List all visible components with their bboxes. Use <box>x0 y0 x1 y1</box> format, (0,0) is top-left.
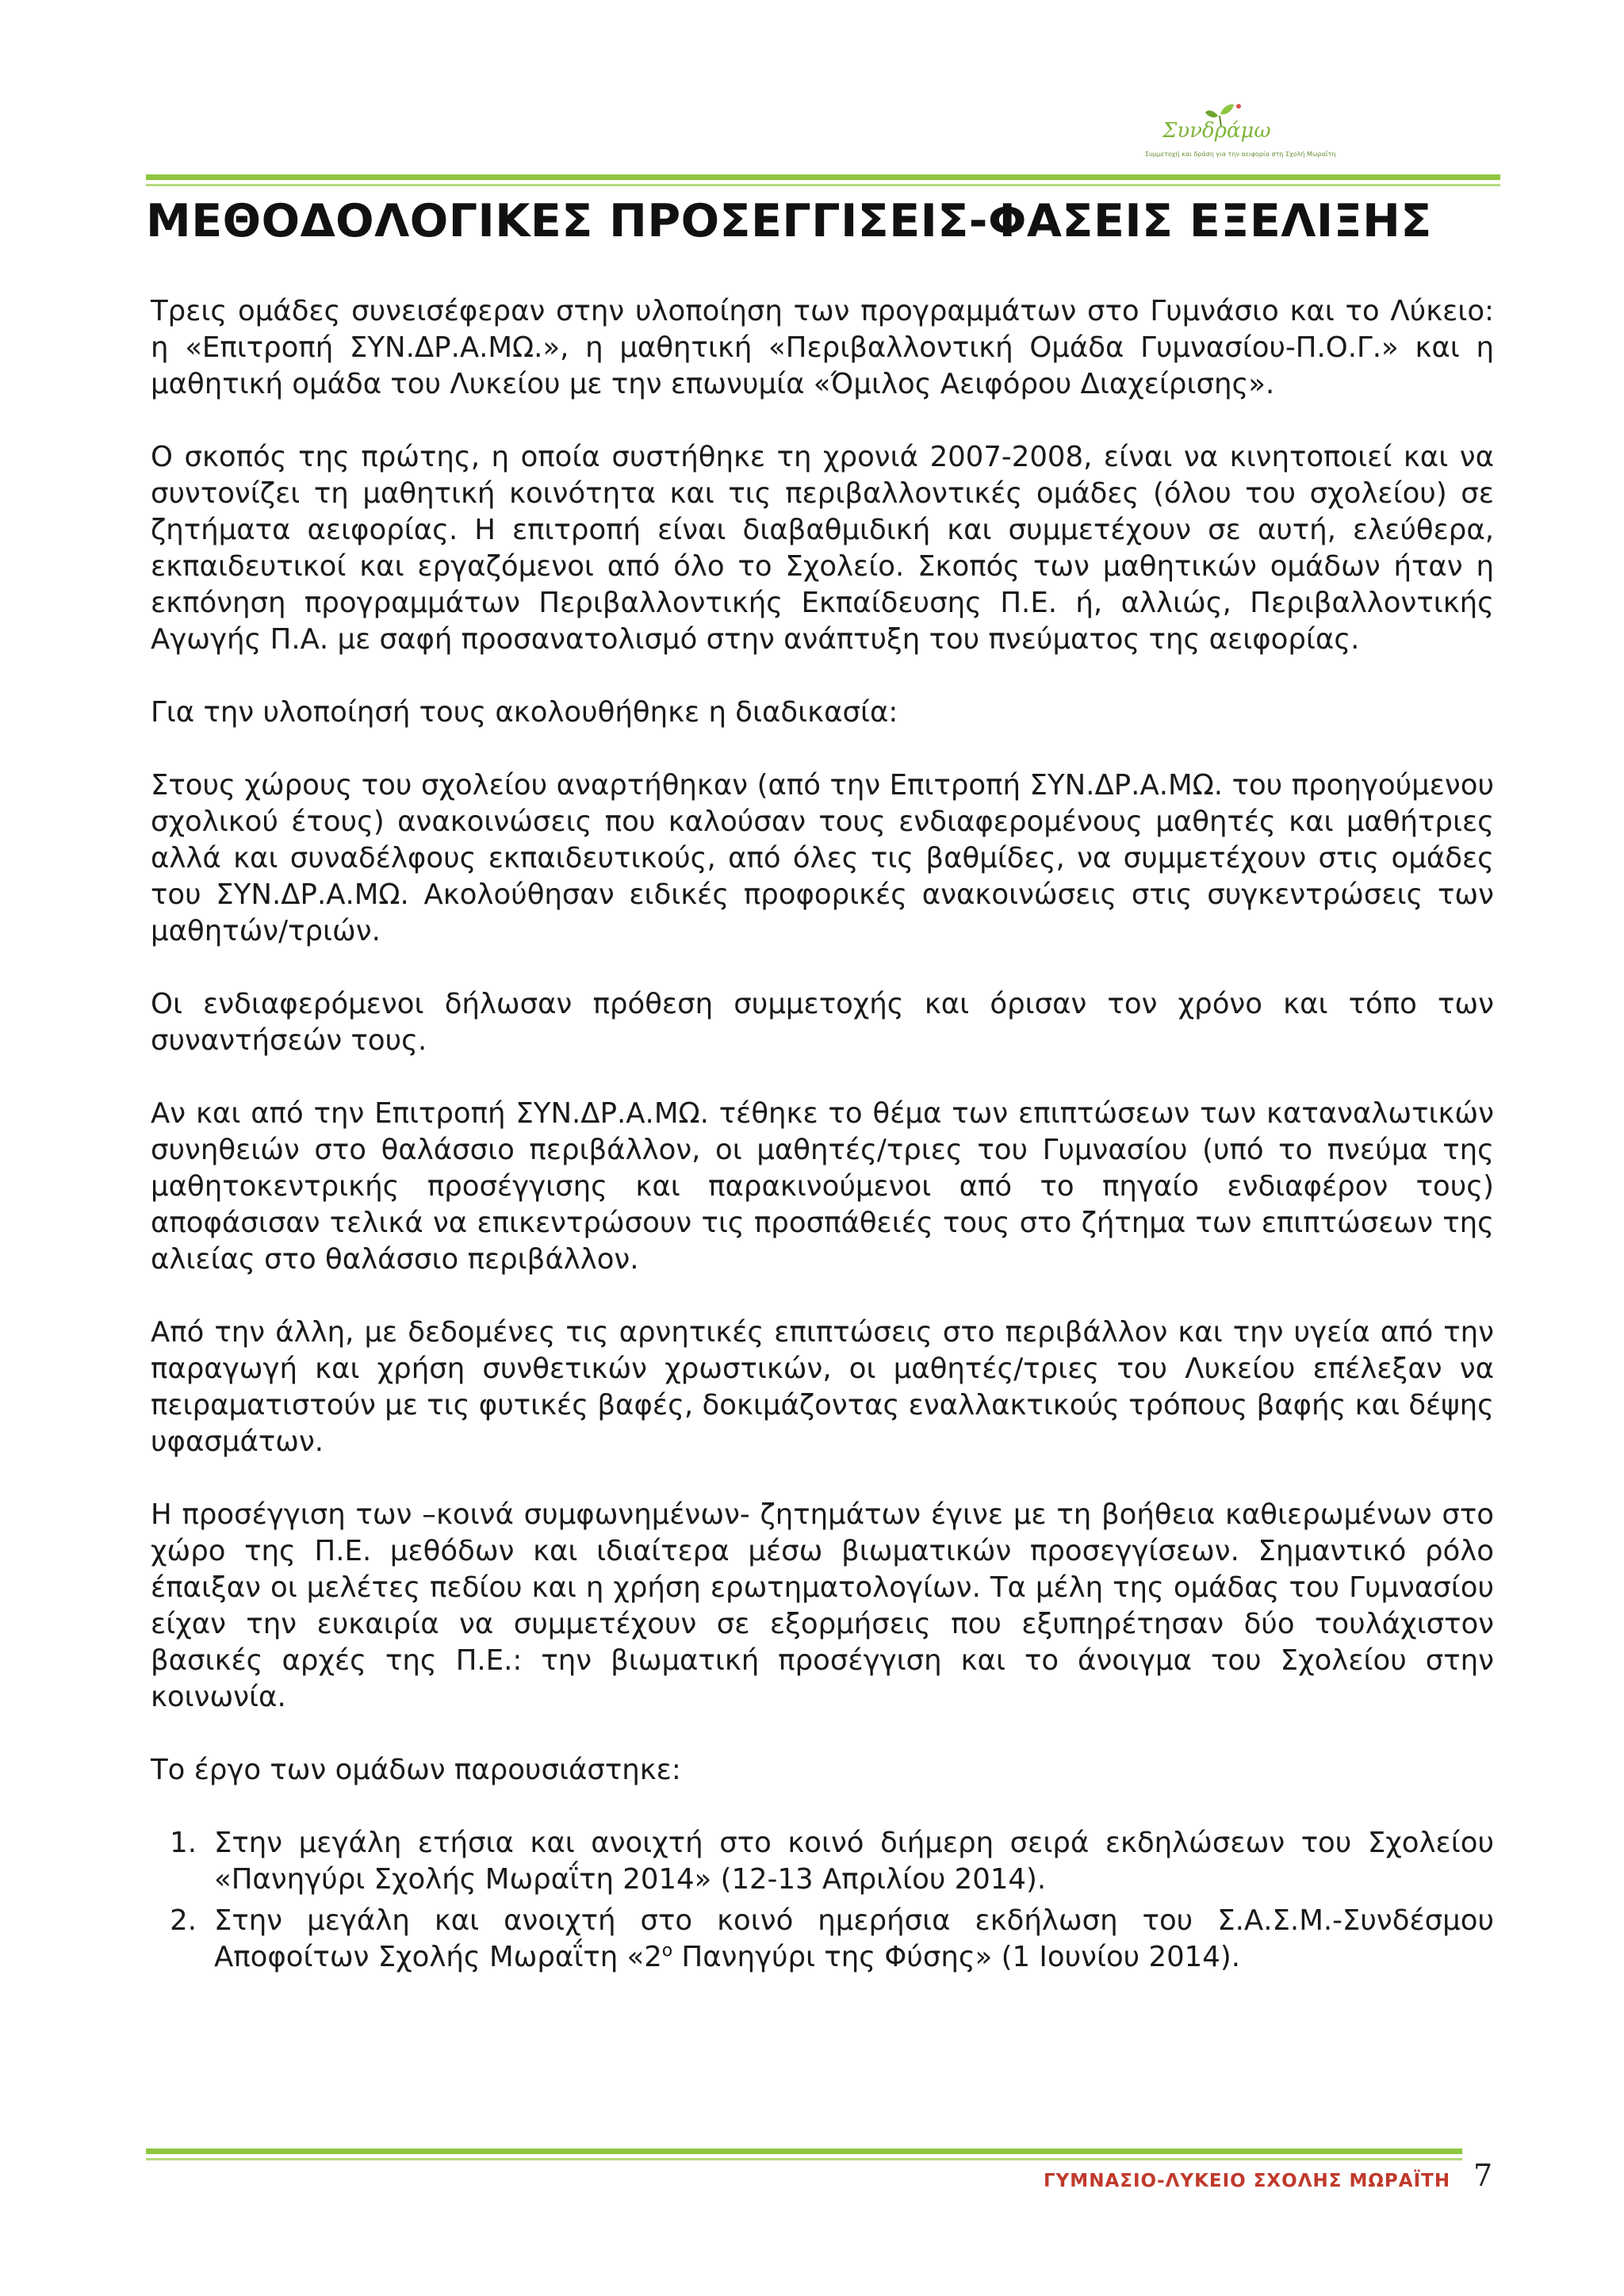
list-item-text <box>214 1904 1494 1973</box>
logo-text: Συνδράμω <box>1162 119 1271 143</box>
document-body <box>151 293 1494 1980</box>
ordinal-superscript: ο <box>661 1941 673 1961</box>
list-item-text: Στην μεγάλη ετήσια και ανοιχτή στο κοινό διήμερη σειρά εκδηλώσεων του Σχολείου «Πανηγύρι Σχολής Μωραΐτη 2014» (12-13 Απριλίου 2014). <box>214 1827 1494 1896</box>
paragraph: Αν και από την Επιτροπή ΣΥΝ.ΔΡ.Α.ΜΩ. τέθηκε το θέμα των επιπτώσεων των καταναλωτικών συνηθειών στο θαλάσσιο περιβάλλον, οι μαθητές/τριες του Γυμνασίου (υπό το πνεύμα της μαθητοκεντρικής προσέγγισης και παρακινούμενοι από το πηγαίο ενδιαφέρον τους) αποφάσισαν τελικά να επικεντρώσουν τις προσπάθειές τους στο ζήτημα των επιπτώσεων της αλιείας στο θαλάσσιο περιβάλλον. <box>151 1097 1494 1276</box>
list-item-number: 2. <box>170 1904 197 1937</box>
logo-subtitle: Συμμετοχή και δράση για την αειφορία στη Σχολή Μωραΐτη <box>1145 151 1336 158</box>
page-number: 7 <box>1473 2158 1493 2193</box>
page-title: ΜΕΘΟΔΟΛΟΓΙΚΕΣ ΠΡΟΣΕΓΓΙΣΕΙΣ-ΦΑΣΕΙΣ ΕΞΕΛΙΞΗΣ <box>146 195 1432 247</box>
list-item <box>151 1825 1494 1898</box>
list-item <box>151 1903 1494 1976</box>
footer-rule-thin <box>146 2158 1462 2160</box>
list-item-text-after: Πανηγύρι της Φύσης» (1 Ιουνίου 2014). <box>672 1941 1240 1973</box>
paragraph: Τρεις ομάδες συνεισέφεραν στην υλοποίηση των προγραμμάτων στο Γυμνάσιο και το Λύκειο: η «Επιτροπή ΣΥΝ.ΔΡ.Α.ΜΩ.», η μαθητική «Περιβαλλοντική Ομάδα Γυμνασίου-Π.Ο.Γ.» και η μαθητική ομάδα του Λυκείου με την επωνυμία «Όμιλος Αειφόρου Διαχείρισης». <box>151 295 1494 400</box>
paragraph: Από την άλλη, με δεδομένες τις αρνητικές επιπτώσεις στο περιβάλλον και την υγεία από την παραγωγή και χρήση συνθετικών χρωστικών, οι μαθητές/τριες του Λυκείου επέλεξαν να πειραματιστούν με τις φυτικές βαφές, δοκιμάζοντας εναλλακτικούς τρόπους βαφής και δέψης υφασμάτων. <box>151 1316 1494 1458</box>
presentation-list <box>151 1825 1494 1976</box>
list-item-text-before: Στην μεγάλη και ανοιχτή στο κοινό ημερήσια εκδήλωση του Σ.Α.Σ.Μ.-Συνδέσμου Αποφοίτων Σχολής Μωραΐτη «2 <box>214 1904 1494 1973</box>
header-rule <box>146 174 1500 180</box>
paragraph: Ο σκοπός της πρώτης, η οποία συστήθηκε τη χρονιά 2007-2008, είναι να κινητοποιεί και να συντονίζει τη μαθητική κοινότητα και τις περιβαλλοντικές ομάδες (όλου του σχολείου) σε ζητήματα αειφορίας. Η επιτροπή είναι διαβαθμιδική και συμμετέχουν σε αυτή, ελεύθερα, εκπαιδευτικοί και εργαζόμενοι από όλο το Σχολείο. Σκοπός των μαθητικών ομάδων ήταν η εκπόνηση προγραμμάτων Περιβαλλοντικής Εκπαίδευσης Π.Ε. ή, αλλιώς, Περιβαλλοντικής Αγωγής Π.Α. με σαφή προσανατολισμό στην ανάπτυξη του πνεύματος της αειφορίας. <box>151 441 1494 656</box>
paragraph: Η προσέγγιση των –κοινά συμφωνημένων- ζητημάτων έγινε με τη βοήθεια καθιερωμένων στο χώρο της Π.Ε. μεθόδων και ιδιαίτερα μέσω βιωματικών προσεγγίσεων. Σημαντικό ρόλο έπαιξαν οι μελέτες πεδίου και η χρήση ερωτηματολογίων. Τα μέλη της ομάδας του Γυμνασίου είχαν την ευκαιρία να συμμετέχουν σε εξορμήσεις που εξυπηρέτησαν δύο τουλάχιστον βασικές αρχές της Π.Ε.: την βιωματική προσέγγιση και το άνοιγμα του Σχολείου στην κοινωνία. <box>151 1498 1494 1713</box>
header-rule-thin <box>146 184 1500 186</box>
paragraph: Για την υλοποίησή τους ακολουθήθηκε η διαδικασία: <box>151 696 898 729</box>
paragraph: Το έργο των ομάδων παρουσιάστηκε: <box>151 1754 681 1786</box>
paragraph: Στους χώρους του σχολείου αναρτήθηκαν (από την Επιτροπή ΣΥΝ.ΔΡ.Α.ΜΩ. του προηγούμενου σχολικού έτους) ανακοινώσεις που καλούσαν τους ενδιαφερομένους μαθητές και μαθήτριες αλλά και συναδέλφους εκπαιδευτικούς, από όλες τις βαθμίδες, να συμμετέχουν στις ομάδες του ΣΥΝ.ΔΡ.Α.ΜΩ. Ακολούθησαν ειδικές προφορικές ανακοινώσεις στις συγκεντρώσεις των μαθητών/τριών. <box>151 769 1494 947</box>
paragraph: Οι ενδιαφερόμενοι δήλωσαν πρόθεση συμμετοχής και όρισαν τον χρόνο και τόπο των συναντήσεών τους. <box>151 988 1494 1057</box>
footer-school-name: ΓΥΜΝΑΣΙΟ-ΛΥΚΕΙΟ ΣΧΟΛΗΣ ΜΩΡΑΪΤΗ <box>1044 2171 1451 2191</box>
footer-rule <box>146 2149 1462 2154</box>
list-item-number: 1. <box>170 1827 197 1859</box>
